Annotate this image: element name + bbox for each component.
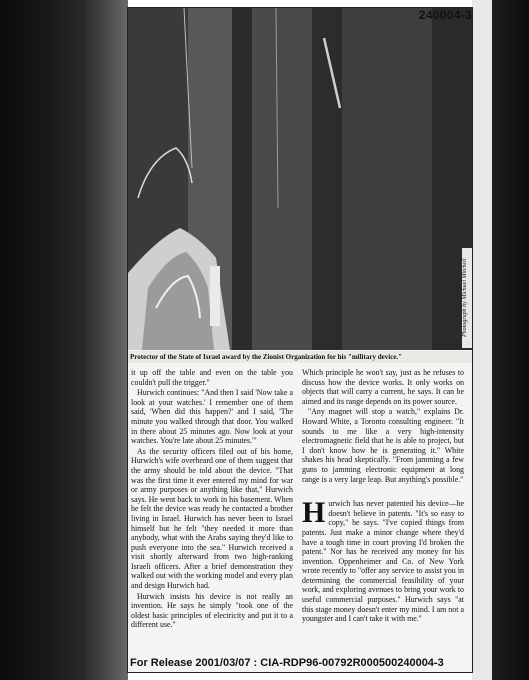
photo-credit: Photograph by Michael Mitchell [462, 248, 472, 348]
scan-margin-right-light [472, 0, 492, 680]
dropcap: H [302, 496, 326, 530]
paragraph: it up off the table and even on the table you couldn't pull the trigger." [131, 368, 293, 387]
paragraph: Hurwich insists his device is not really an invention. He says he simply "took one of the oldest basic principles of electricity and put it to a different use." [131, 591, 293, 630]
article-column-right [302, 368, 464, 625]
scan-margin-left-gradient [86, 0, 128, 680]
paragraph-with-dropcap [302, 496, 464, 624]
paragraph-text: urwich has never patented his device—he doesn't believe in patents. "It's so easy to copy," he says. "I've copied things from patents. Just make a minor change where they'd have a tough time in court proving I'd broken the patent." Nor has he received any money for his invention. Oppenheimer and Co. of New York wrote recently to "offer any service to assist you in determining the commercial feasibility of your work, and exploring avenues to bring your work to useful commercial purposes." Hurwich says "at this stage money doesn't enter my mind. I am not a youngster and I can't take it with me." [302, 499, 464, 624]
section-break [302, 485, 464, 499]
paragraph: Hurwich continues: "And then I said 'Now take a look at your watches.' I remember one of them said, 'When did this happen?' and I said, 'The minute you walked through that door. You walked in there about 25 minutes ago. Now look at your watches. You're late about 25 minutes.'" [131, 388, 293, 446]
paragraph: As the security officers filed out of his home, Hurwich's wife overheard one of them suggest that the army should be told about the device. "That was the first time it ever entered my mind for war or army purposes or anything like that," Hurwich says. He went back to work in his basement. When he felt the device was ready he contacted a brother living in Israel. Hurwich has never been to Israel himself but he felt "they needed it more than anybody, what with the Arabs saying they'd like to push everyone into the sea." Hurwich received a visit shortly afterward from two high-ranking Israeli officers. After a brief demonstration they walked out with the working model and every plan and design Hurwich had. [131, 446, 293, 591]
scan-margin-right [492, 0, 529, 680]
photo-illustration [128, 8, 472, 350]
scan-margin-left [0, 0, 86, 680]
article-photo [128, 8, 472, 350]
article-column-left [131, 368, 293, 631]
paragraph: "Any magnet will stop a watch," explains Dr. Howard White, a Toronto consulting engineer. "It sounds to me like a very high-intensity electromagnetic field that he is able to project, but I don't know how he is generating it." White shakes his head skeptically. "From jamming a few guns to jamming electronic equipment at long range is a very large leap. But anything's possible." [302, 407, 464, 484]
photo-caption: Protector of the State of Israel award by the Zionist Organization for his "military device." [128, 351, 472, 363]
document-ref-number: 240004-3 [418, 8, 472, 22]
paragraph: Which principle he won't say, just as he refuses to discuss how the device works. It only works on objects that will carry a current, he says. It can be aimed and its range depends on its power source. [302, 368, 464, 406]
document-clipping [128, 8, 472, 672]
release-footer: For Release 2001/03/07 : CIA-RDP96-00792R000500240004-3 [128, 654, 472, 672]
